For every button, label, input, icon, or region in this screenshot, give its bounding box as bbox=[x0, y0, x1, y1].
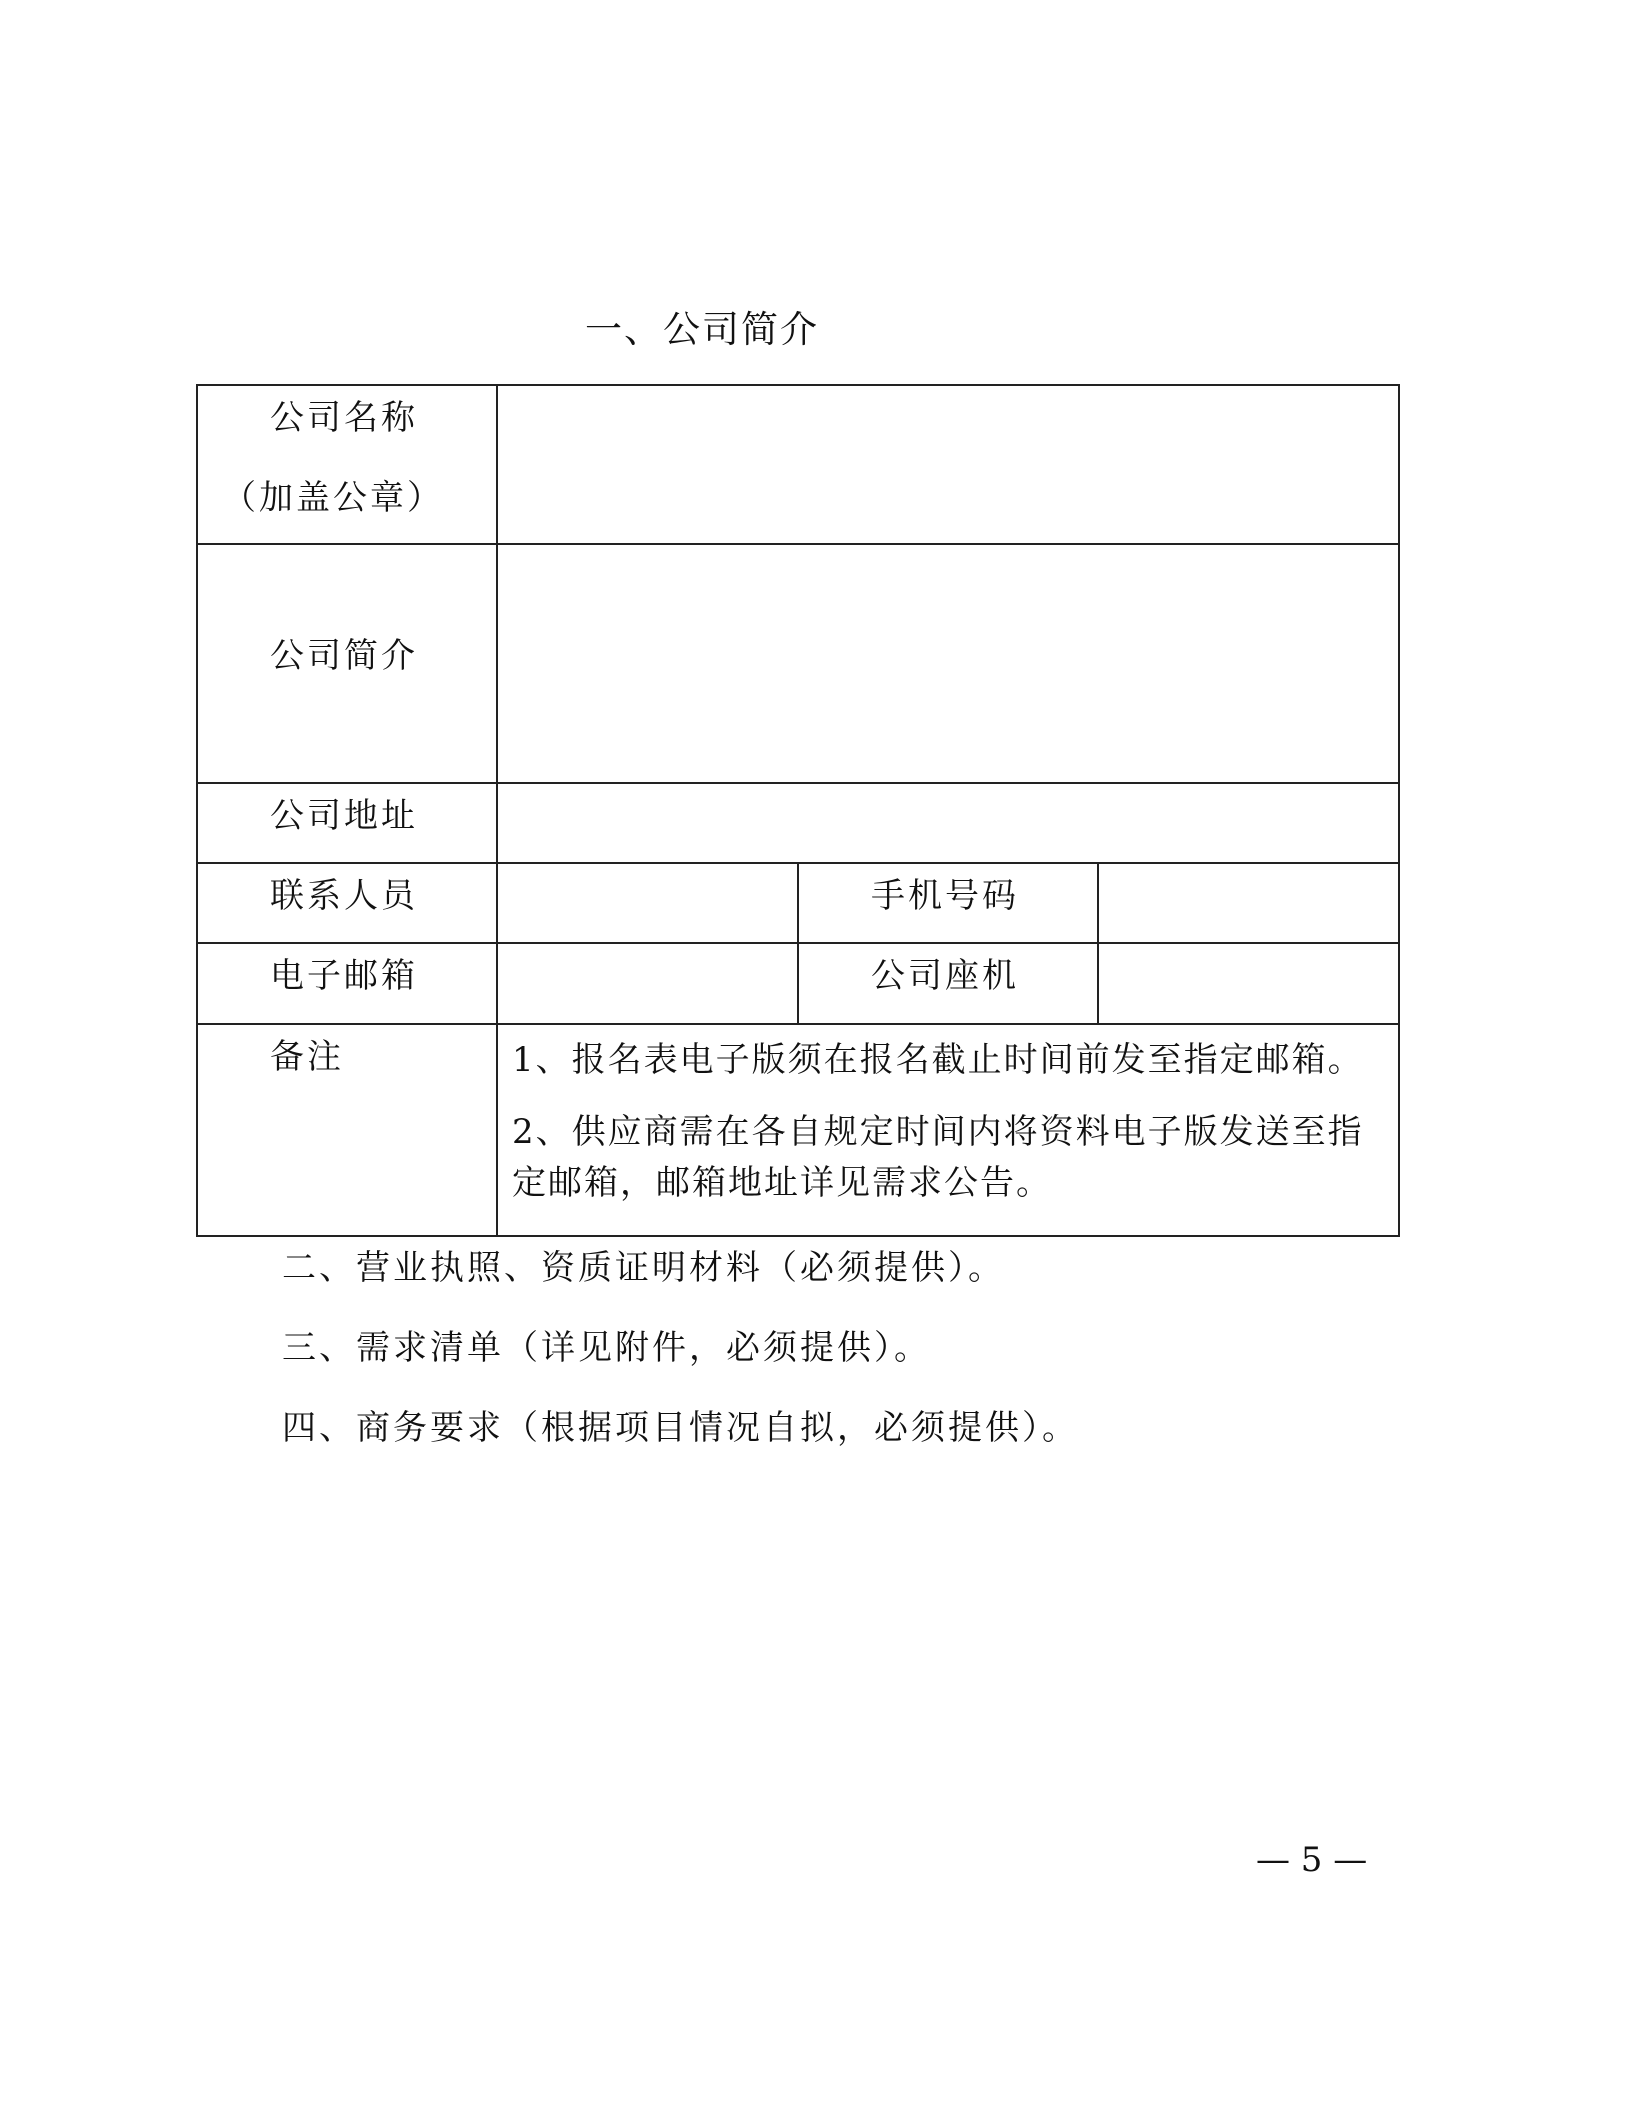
landline-label: 公司座机 bbox=[798, 943, 1098, 1024]
email-field[interactable] bbox=[497, 943, 798, 1024]
email-label: 电子邮箱 bbox=[197, 943, 497, 1024]
company-name-row bbox=[197, 385, 1399, 544]
mobile-field[interactable] bbox=[1098, 863, 1399, 943]
mobile-label: 手机号码 bbox=[798, 863, 1098, 943]
company-name-label-line2: （加盖公章） bbox=[222, 478, 444, 518]
company-address-label: 公司地址 bbox=[197, 783, 497, 863]
company-name-label-line1: 公司名称 bbox=[270, 398, 418, 438]
company-address-row bbox=[197, 783, 1399, 863]
landline-field[interactable] bbox=[1098, 943, 1399, 1024]
email-row bbox=[197, 943, 1399, 1024]
company-name-label bbox=[197, 385, 497, 544]
company-address-field[interactable] bbox=[497, 783, 1399, 863]
item-business-requirements: 四、商务要求（根据项目情况自拟，必须提供）。 bbox=[282, 1408, 1079, 1448]
company-intro-row bbox=[197, 544, 1399, 783]
company-intro-field[interactable] bbox=[497, 544, 1399, 783]
company-name-field[interactable] bbox=[497, 385, 1399, 544]
company-intro-label: 公司简介 bbox=[197, 544, 497, 783]
remark-1: 1、报名表电子版须在报名截止时间前发至指定邮箱。 bbox=[512, 1040, 1364, 1080]
contact-person-field[interactable] bbox=[497, 863, 798, 943]
item-requirements-list: 三、需求清单（详见附件，必须提供）。 bbox=[282, 1328, 931, 1368]
contact-person-label: 联系人员 bbox=[197, 863, 497, 943]
remarks-label: 备注 bbox=[197, 1024, 497, 1236]
remark-2: 2、供应商需在各自规定时间内将资料电子版发送至指定邮箱，邮箱地址详见需求公告。 bbox=[512, 1112, 1364, 1203]
remarks-content bbox=[497, 1024, 1399, 1236]
page-number: — 5 — bbox=[1256, 1840, 1368, 1880]
section-title: 一、公司简介 bbox=[585, 308, 819, 351]
contact-row bbox=[197, 863, 1399, 943]
item-business-license: 二、营业执照、资质证明材料（必须提供）。 bbox=[282, 1248, 1005, 1288]
remarks-row bbox=[197, 1024, 1399, 1236]
company-info-table bbox=[196, 384, 1400, 1237]
